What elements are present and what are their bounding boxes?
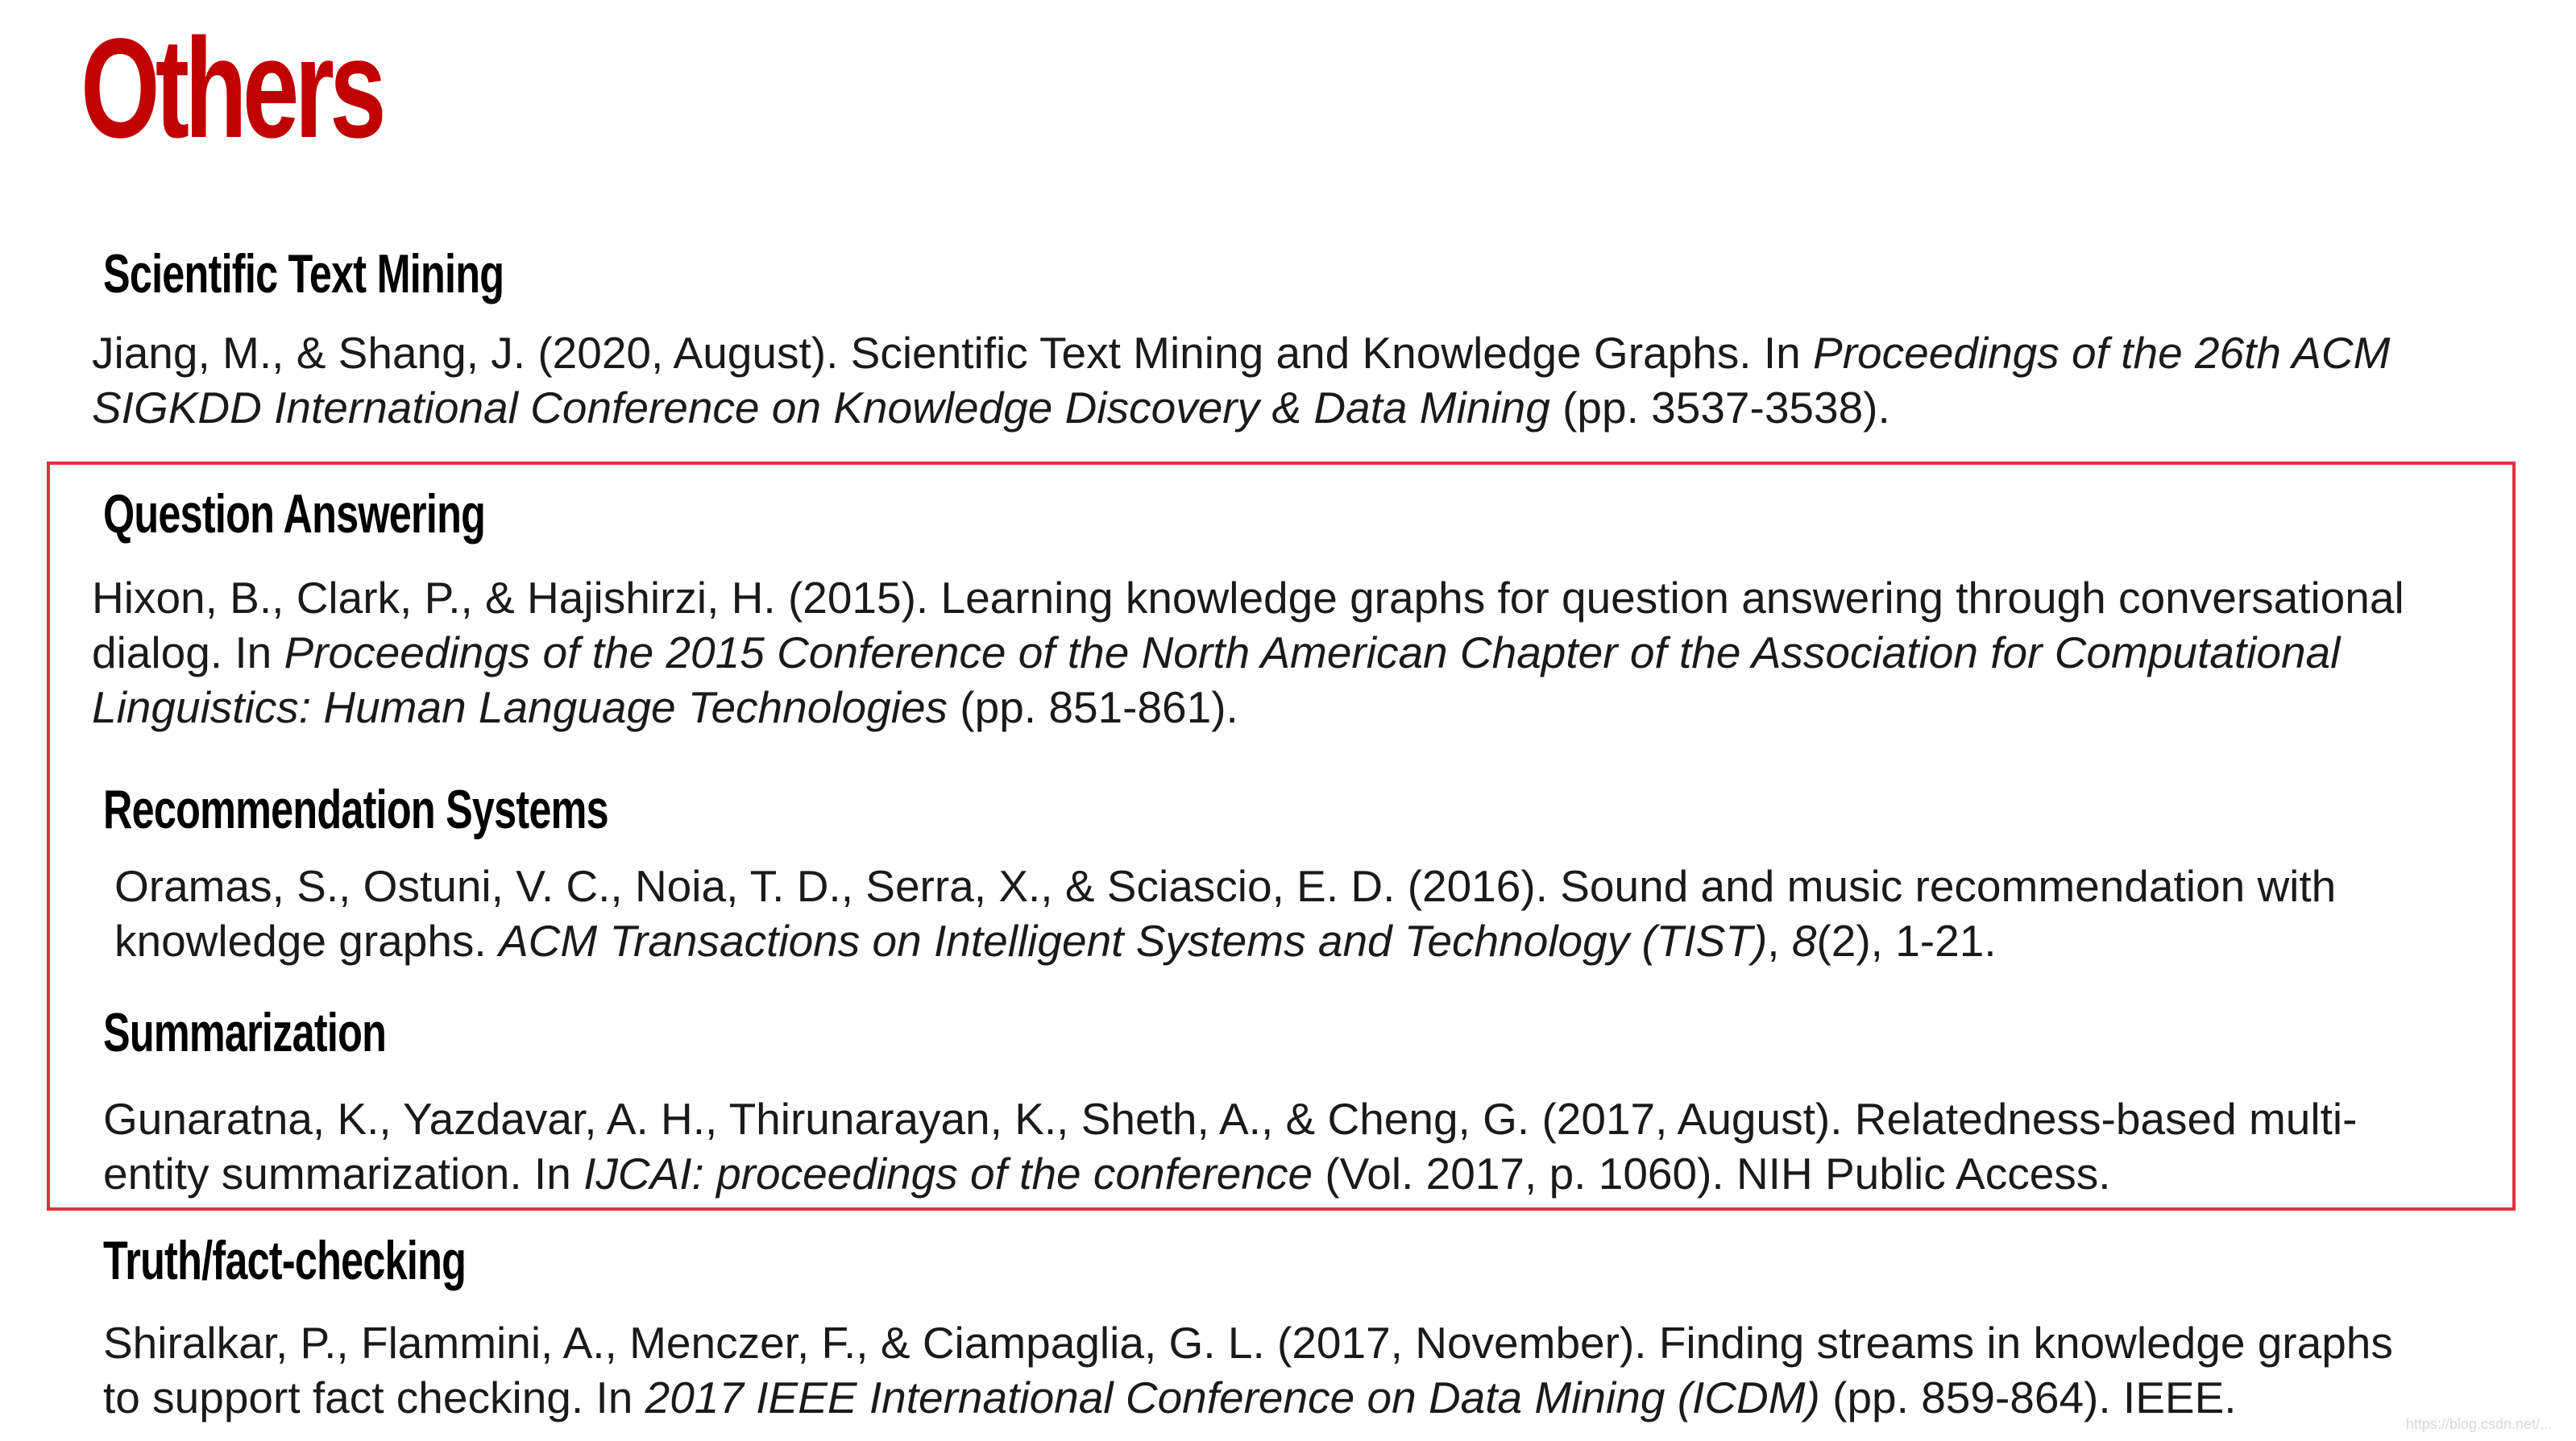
reference-line	[92, 325, 2509, 380]
section-heading-truth-fact-checking: Truth/fact-checking	[103, 1230, 467, 1291]
reference-pages: (pp. 3537-3538).	[1549, 383, 1890, 433]
section-heading-scientific-text-mining: Scientific Text Mining	[103, 243, 504, 304]
reference-line	[103, 1315, 2520, 1370]
reference-text: dialog. In	[92, 627, 284, 677]
reference-pages: (2), 1-21.	[1816, 916, 1997, 966]
page-title: Others	[81, 10, 382, 168]
reference-venue: 2017 IEEE International Conference on Data Mining (ICDM)	[645, 1373, 1820, 1422]
reference-recommendation-systems	[114, 859, 2532, 968]
reference-volume: 8	[1791, 916, 1817, 966]
reference-pages: (Vol. 2017, p. 1060). NIH Public Access.	[1313, 1149, 2111, 1199]
reference-line	[114, 859, 2532, 913]
reference-line	[103, 1091, 2520, 1146]
section-heading-summarization: Summarization	[103, 1002, 387, 1063]
reference-text: knowledge graphs.	[114, 916, 499, 966]
reference-question-answering	[92, 570, 2509, 735]
reference-venue: SIGKDD International Conference on Knowledge Discovery & Data Mining	[92, 383, 1550, 433]
reference-venue: IJCAI: proceedings of the conference	[583, 1149, 1313, 1199]
reference-venue: ACM Transactions on Intelligent Systems and Technology (TIST)	[498, 916, 1768, 966]
reference-text: Hixon, B., Clark, P., & Hajishirzi, H. (2015). Learning knowledge graphs for question answering through conversational	[92, 573, 2404, 623]
reference-venue: Linguistics: Human Language Technologies	[92, 682, 948, 732]
reference-text: Shiralkar, P., Flammini, A., Menczer, F., & Ciampaglia, G. L. (2017, November). Finding streams in knowledge graphs	[103, 1318, 2393, 1368]
reference-line	[92, 570, 2509, 625]
reference-venue: Proceedings of the 26th ACM	[1813, 328, 2391, 378]
reference-truth-fact-checking	[103, 1315, 2520, 1425]
reference-text: ,	[1767, 916, 1792, 966]
reference-summarization	[103, 1091, 2520, 1201]
reference-venue: Proceedings of the 2015 Conference of the North American Chapter of the Association for Computational	[284, 627, 2341, 677]
reference-line	[92, 380, 2509, 435]
reference-scientific-text-mining	[92, 325, 2509, 435]
reference-text: Oramas, S., Ostuni, V. C., Noia, T. D., Serra, X., & Sciascio, E. D. (2016). Sound and music recommendation with	[114, 861, 2337, 911]
reference-text: Gunaratna, K., Yazdavar, A. H., Thirunarayan, K., Sheth, A., & Cheng, G. (2017, August). Relatedness-based multi-	[103, 1094, 2358, 1144]
reference-line	[103, 1146, 2520, 1201]
reference-line	[103, 1370, 2520, 1425]
watermark: https://blog.csdn.net/...	[2405, 1416, 2552, 1432]
reference-text: Jiang, M., & Shang, J. (2020, August). Scientific Text Mining and Knowledge Graphs. In	[92, 328, 1814, 378]
reference-text: entity summarization. In	[103, 1149, 584, 1199]
reference-line	[92, 680, 2509, 735]
reference-text: to support fact checking. In	[103, 1373, 645, 1422]
section-heading-recommendation-systems: Recommendation Systems	[103, 779, 608, 840]
reference-pages: (pp. 859-864). IEEE.	[1819, 1373, 2237, 1422]
reference-line	[114, 913, 2532, 968]
reference-pages: (pp. 851-861).	[948, 682, 1238, 732]
reference-line	[92, 625, 2509, 680]
section-heading-question-answering: Question Answering	[103, 483, 486, 545]
